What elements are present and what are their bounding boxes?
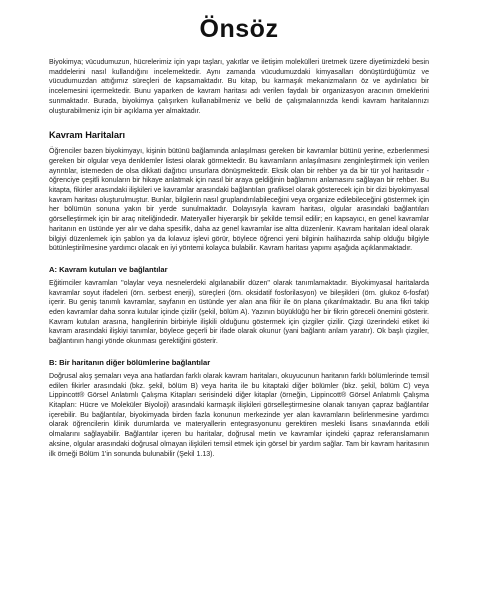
concept-maps-paragraph: Öğrenciler bazen biyokimyayı, kişinin bütünü bağlamında anlaşılması gereken bir kavramlar bütünü yerine, ezberlenmesi gereken bir olgular veya denklemler listesi olarak görmektedir. Bu kavramların anlaşılmasını zenginleştirmek için verilen ayrıntılar, istemeden de olsa dikkati dağıtıcı unsurlara dönüşmektedir. Eksik olan bir rehber ya da bir tür yol haritasıdır - öğrenciye çeşitli konuların bir hikaye anlatmak için nasıl bir araya geldiğinin bağlamını anlamasını sağlayan bir rehber. Bu kitapta, fikirler arasındaki ilişkileri ve kavramlar arasındaki bağlantıları grafiksel olarak gösterecek için bir dizi biyokimyasal kavram haritası oluşturulmuştur. Bunlar, bilgilerin nasıl gruplandırılabileceğini veya organize edilebileceğini göstermek için her bölümün sonuna yakın bir yerde sunulmaktadır. Dolayısıyla kavram haritası, olgular arasındaki bağlantıları görselleştirmek için bir araç niteliğindedir. Materyaller hiyerarşik bir şekilde temsil edilir; en kapsayıcı, en genel kavramlar haritanın en üstünde yer alır ve daha spesifik, daha az genel kavramlar ise altta düzenlenir. Kavram haritaları ideal olarak bilgiyi düzenlemek için şablon ya da kılavuz işlevi görür, böylece öğrenci yeni bilginin halihazırda sahip olduğu bilgiyle bütünleştirilmesine yardımcı olacak en iyi yöntemi kolayca bulabilir. Kavram haritası yapımı aşağıda açıklanmaktadır. [49, 148, 429, 253]
cross-links-paragraph: Doğrusal akış şemaları veya ana hatlardan farklı olarak kavram haritaları, okuyucunun haritanın farklı bölümlerinde temsil edilen fikirler arasındaki (bkz. şekil, bölüm B) veya harita ile bu kitaptaki diğer bölümler (bkz. şekil, bölüm C) veya Lippincott® Görsel Anlatımlı Çalışma Kitapları serisindeki diğer kitaplar (örneğin, Lippincott® Görsel Anlatımlı Çalışma Kitapları: Hücre ve Moleküler Biyoloji) arasındaki karmaşık ilişkileri görselleştirmesine olanak tanıyan çapraz bağlantılar içerebilir. Bu bağlantılar, biyokimyada birden fazla konunun merkezinde yer alan kavramların belirlenmesine yardımcı olarak öğrencilerin klinik durumlarda ve materyallerin entegrasyonunu gerektiren mesleki lisans sınavlarında etkili olmalarını sağlayabilir. Bağlantılar içeren bu haritalar, doğrusal metin ve kavramlar içindeki çapraz referanslamanın aksine, olgular arasındaki doğrusal olmayan ilişkileri temsil etmek için görsel bir yardım sağlar. Tam bir kavram haritasının ilk örneği Bölüm 1'in sonunda bulunabilir (Şekil 1.13). [49, 372, 429, 458]
subheading-cross-links: B: Bir haritanın diğer bölümlerine bağlantılar [49, 357, 211, 367]
concept-boxes-paragraph: Eğitimciler kavramları "olaylar veya nesnelerdeki algılanabilir düzen" olarak tanımlamaktadır. Biyokimyasal haritalarda kavramlar soyut ifadeleri (örn. serbest enerji), süreçleri (örn. oksidatif fosforilasyon) ve bileşikleri (örn. glukoz 6-fosfat) içerir. Bu geniş tanımlı kavramlar, sayfanın en üstünde yer alan ana fikir ile ön plana çıkarılmaktadır. Bu ana fikri takip eden kavramlar daha sonra kutular içinde çizilir (şekil, bölüm A). Yazının büyüklüğü her bir fikrin göreceli önemini gösterir. Kavram kutuları arasına, hangilerinin birbiriyle ilişkili olduğunu göstermek için çizgiler çizilir. Çizgi üzerindeki etiket iki kavram arasındaki ilişkiyi tanımlar, böylece geçerli bir ifade olarak okunur (yani bağlantı anlam yaratır). Ok başlı çizgiler, bağlantının hangi yönde okunması gerektiğini gösterir. [49, 279, 429, 346]
page-title: Önsöz [199, 15, 279, 43]
intro-paragraph: Biyokimya; vücudumuzun, hücrelerimiz için yapı taşları, yakıtlar ve iletişim molekülleri üretmek üzere diyetimizdeki besin maddelerini nasıl kullandığını incelemektedir. Aynı zamanda vücudumuzdaki kimyasalları dönüştürdüğümüz ve vücudumuzdan attığımız süreçleri de kapsamaktadır. Bu kitap, bu karmaşık mekanizmaların öz ve aydınlatıcı bir incelemesini içermektedir. Bunu yaparken de kavram haritası adı verilen faydalı bir organizasyon aracının örneklerini sunmaktadır. Burada, biyokimya çalışırken kullanabilmeniz ve belki de çalışmalarınızda kendi kavram haritalarınızı oluşturabilmeniz için bir açıklama yer almaktadır. [49, 59, 429, 115]
subheading-concept-boxes: A: Kavram kutuları ve bağlantılar [49, 264, 168, 274]
section-heading-concept-maps: Kavram Haritaları [49, 130, 126, 141]
